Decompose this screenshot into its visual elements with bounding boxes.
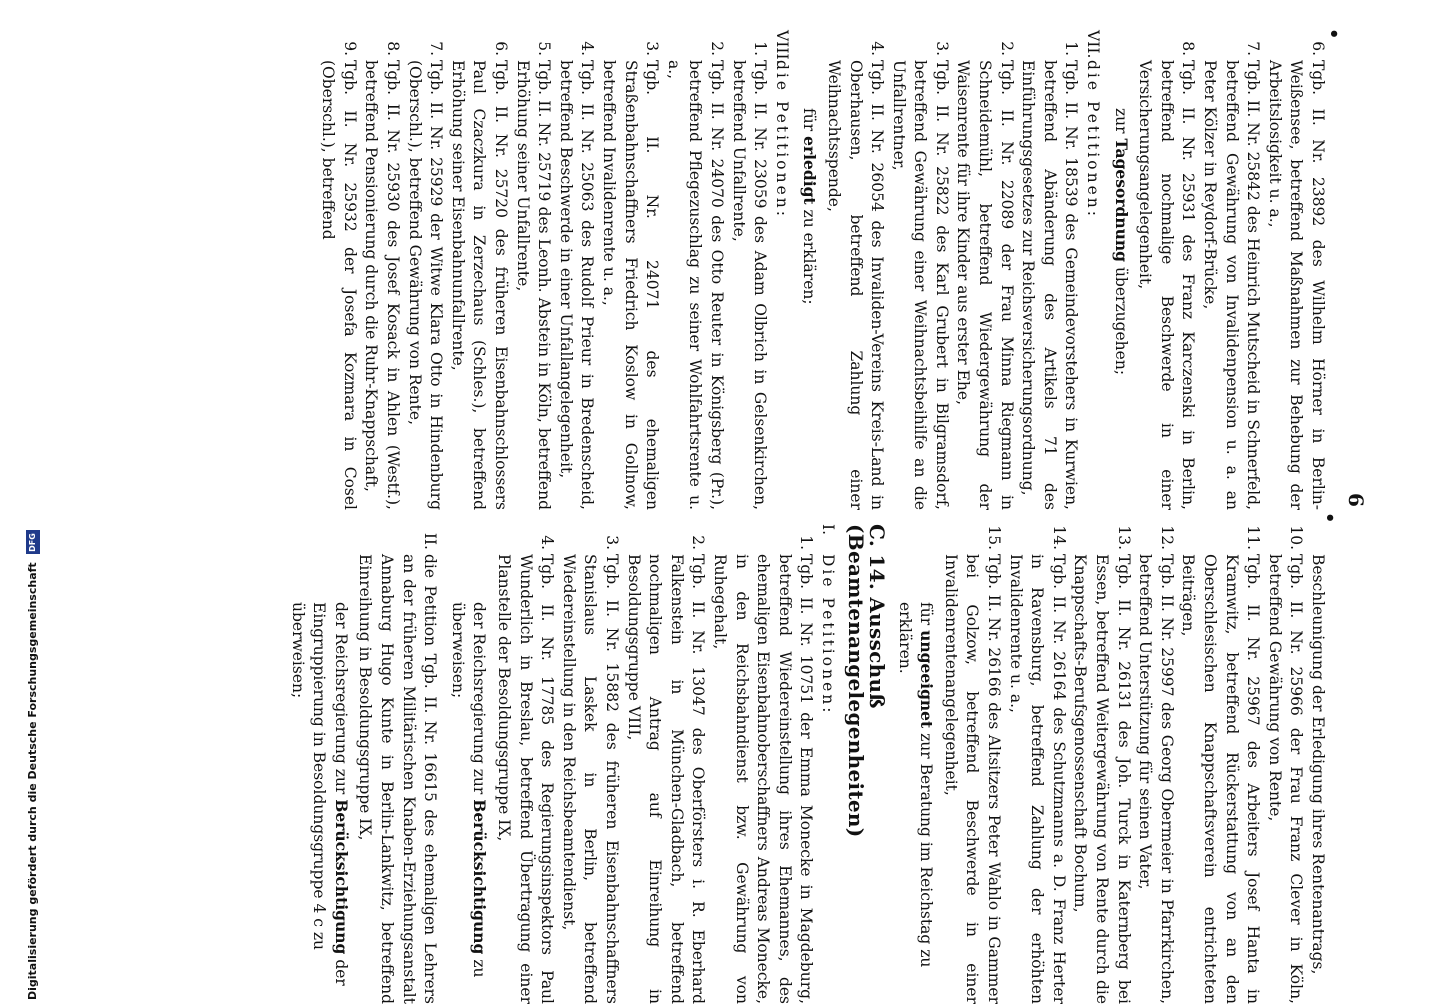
- section-heading-i: I. Die Petitionen:: [818, 524, 837, 716]
- petition-entry: 4. Tgb. II. Nr. 26054 des Invaliden-Vereins Kreis-Land in Oberhausen, betreffend Zahlung einer Weihnachtsspende,: [824, 41, 887, 510]
- section-heading-viii: VIII. die Petitionen:: [772, 30, 791, 219]
- margin-mark: •: [1319, 512, 1340, 524]
- petition-entry: 3. Tgb. II. Nr. 24071 des ehemaligen Straßenbahnschaffners Friedrich Koslow in Gollnow, betreffend Invalidenrente u. a.,: [600, 41, 662, 510]
- left-column: [317, 30, 1328, 510]
- petition-entry: 6. Tgb. II. Nr. 23892 des Wilhelm Hörner in Berlin-Weißensee, betreffend Maßnahmen zur Behebung der Arbeitslosigkeit u. a.,: [1265, 41, 1327, 510]
- petition-entry: 8. Tgb. II. Nr. 25931 des Franz Karczenski in Berlin, betreffend nochmalige Beschwerde in einer Versicherungsangelegenheit,: [1136, 41, 1198, 510]
- petition-entry: 1. Tgb. II. Nr. 18539 des Gemeindevorstehers in Kurwien, betreffend Abänderung des Artikels 71 des Einführungsgesetzes zur Reichsversicherungsordnung,: [1019, 41, 1081, 510]
- petition-continuation: Beschleunigung der Erledigung ihres Rentenantrags,: [1309, 554, 1327, 975]
- petition-entry: 4. Tgb. II. Nr. 25063 des Rudolf Prieur in Bredenscheid, betreffend Beschwerde in einer Unfallangelegenheit,: [556, 41, 597, 510]
- resolution-line: der Reichsregierung zur Berücksichtigung der Eingruppierung in Besoldungsgruppe 4 c zu überweisen;: [288, 602, 351, 986]
- petition-entry: 8. Tgb. II. Nr. 25930 des Josef Kosack in Ahlen (Westf.), betreffend Pensionierung durch die Ruhr-Knappschaft,: [362, 41, 403, 510]
- petition-entry: 4. Tgb. II. Nr. 17785 des Regierungsinspektors Paul Wunderlich in Breslau, betreffend Übertragung einer Planstelle der Besoldungsgruppe IX,: [495, 535, 557, 1004]
- resolution-line: für erledigt zu erklären;: [800, 108, 820, 305]
- petition-entry: 2. Tgb. II. Nr. 22089 der Frau Minna Riegmann in Schneidemühl, betreffend Wiedergewährung der Waisenrente für ihre Kinder aus erster Ehe,: [954, 41, 1016, 510]
- petition-entry: 1. Tgb. II. Nr. 23059 des Adam Olbrich in Gelsenkirchen, betreffend Unfallrente,: [729, 41, 770, 510]
- resolution-line: zur Tagesordnung überzugehen;: [1111, 108, 1131, 376]
- petition-entry: 6. Tgb. II. Nr. 25720 des früheren Eisenbahnschlossers Paul Czaczkura in Zerzechaus (Schles.), betreffend Erhöhung seiner Eisenbahnunfallrente,: [448, 41, 511, 510]
- petition-entry: 2. Tgb. II. Nr. 13047 des Oberförsters i. R. Eberhard Falkenstein in München-Gladbach, betreffend nochmaligen Antrag auf Einreihung in Besoldungsgruppe VIII,: [624, 535, 708, 1004]
- petition-entry: 3. Tgb. II. Nr. 15882 des früheren Eisenbahnschaffners Stanislaus Laskek in Berlin, betreffend Wiedereinstellung in den Reichsbeamtendienst,: [559, 535, 621, 1004]
- petition-entry: 7. Tgb. II. Nr. 25929 der Witwe Klara Otto in Hindenburg (Oberschl.), betreffend Gewährung von Rente,: [405, 41, 446, 510]
- petition-entry: 11. Tgb. II. Nr. 25967 des Arbeiters Josef Hanta in Kramwitz, betreffend Rückerstattung von an den Oberschlesischen Knappschaftsverein entrichteten Beiträgen,: [1179, 525, 1263, 1004]
- petition-entry: 14. Tgb. II. Nr. 26164 des Schutzmanns a. D. Franz Herter in Ravensburg, betreffend Zahlung der erhöhten Invalidenrente u. a.,: [1006, 525, 1068, 1004]
- petition-entry: 10. Tgb. II. Nr. 25966 der Frau Franz Clever in Köln, betreffend Gewährung von Rente,: [1265, 525, 1306, 1004]
- petition-entry: 1. Tgb. II. Nr. 10751 der Emma Monecke in Magdeburg, betreffend Wiedereinstellung ihres Ehemannes, des ehemaligen Eisenbahnoberschaffners Andreas Monecke, in den Reichsbahndienst bzw. Gewährung von Ruhegehalt,: [710, 535, 816, 1004]
- margin-mark: •: [1323, 28, 1344, 40]
- right-column: [280, 524, 1328, 1004]
- funding-credit-text: Digitalisierung gefördert durch die Deutsche Forschungsgemeinschaft: [26, 562, 39, 1000]
- petition-entry: 13. Tgb. II. Nr. 26131 des Joh. Turck in Katernberg bei Essen, betreffend Weitergewährung von Rente durch die Knappschafts-Berufsgenossenschaft Bochum,: [1071, 525, 1133, 1004]
- petition-entry: 2. Tgb. II. Nr. 24070 des Otto Reuter in Königsberg (Pr.), betreffend Pflegezuschlag zu seiner Wohlfahrtsrente u. a.,: [664, 41, 726, 510]
- funding-credit: [22, 0, 44, 1000]
- page-number: 6: [1344, 493, 1368, 507]
- petition-entry: 3. Tgb. II. Nr. 25822 des Karl Grubert in Bilgramsdorf, betreffend Gewährung einer Weihnachtsbeihilfe an die Unfallrentner,: [889, 41, 951, 510]
- section-ii-petition: II. die Petition Tgb. II. Nr. 16615 des ehemaligen Lehrers an der früheren Militärischen Knaben-Erziehungsanstalt Annaburg Hugo Kunte in Berlin-Lankwitz, betreffend Einreihung in Besoldungsgruppe IX,: [356, 532, 440, 1004]
- petition-entry: 7. Tgb. II. Nr. 25842 des Heinrich Mutscheid in Schnerfeld, betreffend Gewährung von Invalidenpension u. a. an Peter Kölzer in Reydorf-Brücke,: [1201, 41, 1263, 510]
- petition-entry: 12. Tgb. II. Nr. 25997 des Georg Obermeier in Pfarrkirchen, betreffend Unterstützung für seinen Vater,: [1136, 525, 1176, 1004]
- resolution-line: für ungeeignet zur Beratung im Reichstag zu erklären.: [895, 602, 937, 968]
- dfg-logo: DFG: [26, 530, 40, 554]
- petition-entry: 15. Tgb. II. Nr. 26166 des Altsitzers Peter Wahlo in Gammer bei Golzow, betreffend Beschwerde in einer Invalidenrentenangelegenheit,: [941, 525, 1004, 1004]
- resolution-line: der Reichsregierung zur Berücksichtigung zu überweisen;: [448, 602, 490, 978]
- section-heading-vii: VII. die Petitionen:: [1084, 30, 1103, 219]
- committee-heading: C. 14. Ausschuß (Beamtenangelegenheiten): [843, 524, 890, 838]
- petition-entry: 9. Tgb. II. Nr. 25932 der Josefa Kozmara in Cosel (Oberschl.), betreffend: [319, 41, 359, 510]
- petition-entry: 5. Tgb. II. Nr. 25719 des Leonh. Abstein in Köln, betreffend Erhöhung seiner Unfallrente,: [513, 41, 554, 510]
